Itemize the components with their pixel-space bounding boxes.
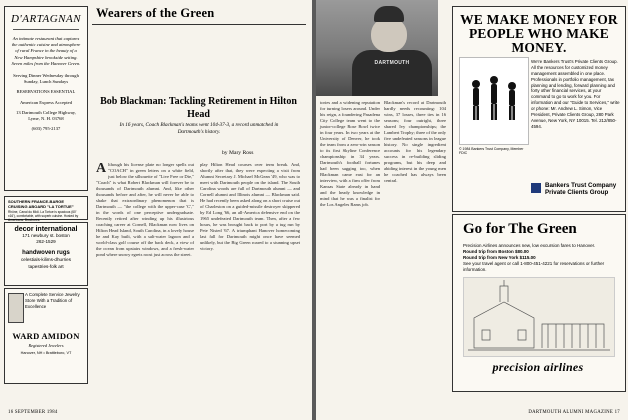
article-column-2: play Hilton Head courses over term break. And, shortly after that, they were expecting a visit from Alumni Secretary J. Michael McGean '49, who was to meet with Dartmouth people on the island. The South Carolina woods are full of Dartmouth alumni — and Cornell alumni and Illinois alumni — Blackman said. He had recently been asked along on a short cruise out of Charleston on a guided-missile destroyer skippered by Ed Long '66, an all-America defensive end on the 1965 undefeated Dartmouth team. Then, after a few hours, he was brought back to port by a tug run by Pete Nisted '67. A triumphant Hanover homecoming last fall for Dartmouth might once have seemed unlikely, but the Big Green roared to a stunning upset victory. <box>200 162 300 251</box>
decor-title: decor international <box>14 226 78 233</box>
dartagnan-address: 13 Dartmouth College Highway, Lyme, N. H. 03768 <box>16 109 76 121</box>
article-column-1 <box>96 162 194 390</box>
decor-line3: tapestries-folk art <box>28 263 64 269</box>
silhouettes-illustration <box>460 58 528 144</box>
section-rule <box>92 24 306 25</box>
ward-sub: Registered Jewelers <box>28 343 64 348</box>
bankers-trust-headline: WE MAKE MONEY FOR PEOPLE WHO MAKE MONEY. <box>460 12 618 56</box>
bankers-trust-illustration <box>459 57 529 145</box>
article-headline: Bob Blackman: Tackling Retirement in Hilton Head <box>100 96 297 120</box>
bankers-trust-copyright: © 1984 Bankers Trust Company, Member FDIC <box>459 147 524 155</box>
jewelry-box-icon <box>8 293 24 323</box>
precision-agent: See your travel agent or call 1-800-451-4221 for reservations or further information. <box>463 261 605 273</box>
folio-left: 16 SEPTEMBER 1984 <box>8 410 58 415</box>
precision-fare-newyork: Round trip from New York $115.00 <box>463 255 536 261</box>
barge-cruise-body: Rhône, Canal du Midi. La Tortue is spacious (60' x16'), comfortable, with superb cuisine. Hosted by Americans. Brochures. <box>8 210 79 223</box>
precision-headline: Go for The Green <box>463 221 577 237</box>
bankers-trust-logo-icon <box>531 183 541 193</box>
article-column-4: Blackman's record at Dartmouth hardly needs recounting: 104 wins, 37 losses, three ties in 16 seasons; four outright, three shared Ivy championships; the Lambert Trophy; three of the only five undefeated seasons in league history. No single ingredient accounts for his legendary success in re-building sliding programs, but his deep and abiding interest in the young men he coached has always been central. <box>384 100 447 183</box>
bankers-trust-logo-text: Bankers Trust Company Private Clients Group <box>545 182 617 197</box>
decor-line1: handwoven rugs <box>22 249 70 256</box>
photo-cap <box>374 6 404 22</box>
dartagnan-cards: American Express Accepted <box>19 99 73 105</box>
right-page <box>316 0 628 420</box>
dartagnan-ad <box>4 6 88 191</box>
precision-fare-boston: Round trip from Boston $80.00 <box>463 249 529 255</box>
precision-body <box>463 243 613 273</box>
photo-shirt-text: DARTMOUTH <box>374 60 410 66</box>
divider <box>13 29 79 30</box>
precision-intro: Precision Airlines announces new, low excursion fares to Hanover. <box>463 243 596 248</box>
dartagnan-reservations: RESERVATIONS ESSENTIAL <box>16 89 76 95</box>
dartagnan-brand: D'ARTAGNAN <box>10 13 82 25</box>
building-sketch <box>464 278 614 356</box>
bankers-trust-ad <box>452 6 626 212</box>
drop-cap: A <box>96 161 107 176</box>
left-page <box>0 0 312 420</box>
article-column-1-text: lthough his license plate no longer spells out "COACH" in green letters on a white field, just below the silhouette of "Live Free or Die," "Coach" is what Robert Blackman will forever be to thousands of Dartmouth alumni. And, like other thousands before and after, he will never be able to shake that extraordinary phenomenon that is Dartmouth — "the college with the upper-case 'C'," in the words of one perceptive undergraduate. Recently retired after winding up his illustrious coaching career at Cornell, Blackman now lives on Hilton Head Island, South Carolina, in a lovely house he and Kay built, with a salt-water lagoon and a world-class golf course off the back deck, a view of the ocean from upstairs windows, and a fresh-water pond where snowy egrets roost just across the street. <box>96 162 194 257</box>
article-byline: by Mary Ross <box>222 150 254 156</box>
decor-international-ad <box>4 222 88 286</box>
section-title: Wearers of the Green <box>96 6 215 20</box>
coach-photo <box>316 0 438 96</box>
barge-cruise-ad <box>4 196 88 223</box>
ward-amidon-ad <box>4 288 88 384</box>
dartagnan-phone: (603) 795-2137 <box>31 126 61 132</box>
ward-address: Hanover, NH • Brattleboro, VT <box>20 351 72 355</box>
decor-address: 171 newbury st. boston <box>22 233 70 238</box>
bankers-trust-body: We're Bankers Trust's Private Clients Group. All the resources for customized money management assembled in one place. Professionals in portfolio management, tax planning and lending, forward planning and forty other financial services, at your command to go to work for you. For information and our "Guide to Services," write or phone: Mr. Andrew L. Simon, Vice President, Private Clients Group, 280 Park Avenue, New York, NY 10015. Tel. 212/850-4594. <box>531 59 620 129</box>
folio-right: DARTMOUTH ALUMNI MAGAZINE 17 <box>528 410 620 415</box>
decor-line2: celestials-kilims-dhurries <box>20 257 72 263</box>
article <box>92 0 306 410</box>
dartagnan-body: An intimate restaurant that captures the authentic cuisine and atmosphere of rural France in the beauty of a New Hampshire brookside setting. Seven miles from the Hanover Green. <box>11 36 81 66</box>
barge-cruise-title: SOUTHERN FRANCE-BARGE CRUISING ABOARD "LA TORTUE" <box>8 199 74 209</box>
precision-airlines-ad <box>452 214 626 392</box>
article-column-3: tories and a widening reputation for turning losers around. Under his reign, a foundering Pasadena City College team went to the junior-college Rose Bowl twice in four years. In two years at the University of Denver, he took the team from a zero-win season to its first Skyline Conference championship in 34 years. Dartmouth's football fortunes had been sagging too, when Blackman came east for an interview, with a firm offer from Kansas State already in hand and the heady knowledge in mind that he was a finalist for the Los Angeles Rams job. <box>320 100 380 207</box>
ward-name: WARD AMIDON <box>12 331 80 341</box>
decor-phone: 262-1529 <box>36 239 56 245</box>
article-deck: In 16 years, Coach Blackman's teams went 104-37-3, a record unmatched in Dartmouth's history. <box>119 122 279 136</box>
photo-face <box>371 18 407 52</box>
hanover-sketch <box>463 277 615 357</box>
photo-shirt <box>352 50 432 96</box>
dartagnan-hours: Serving Dinner Wednesday through Sunday, Lunch Sundays <box>13 72 79 85</box>
precision-logo: precision airlines <box>492 360 584 374</box>
ward-body: A Complete Service Jewelry Store With a Tradition of Excellence <box>25 292 80 310</box>
